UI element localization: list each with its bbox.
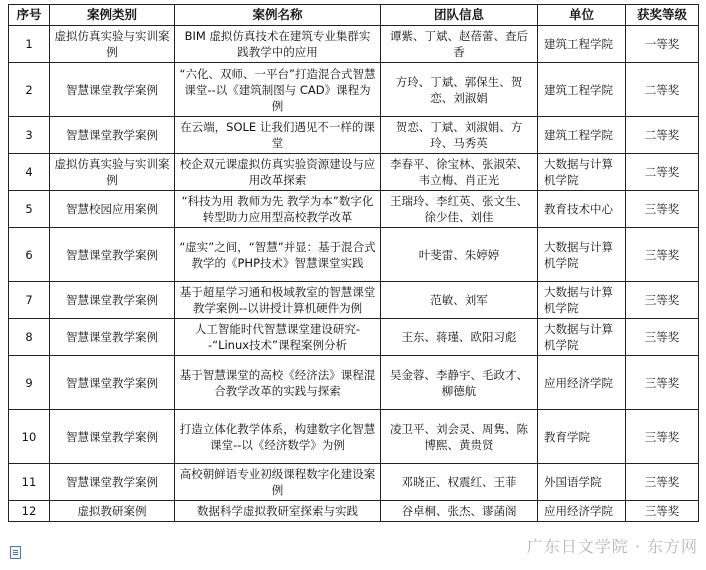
cell-category: 智慧课堂教学案例 (50, 117, 175, 154)
table-row (9, 282, 699, 319)
cell-unit: 外国语学院 (538, 464, 626, 501)
cell-index: 11 (9, 464, 50, 501)
cell-case-name: 在云端，SOLE 让我们遇见不一样的课堂 (175, 117, 381, 154)
table-row (9, 501, 699, 522)
cell-case-name: 高校朝鲜语专业初级课程数字化建设案例 (175, 464, 381, 501)
cell-team: 邓晓正、权震红、王菲 (381, 464, 538, 501)
cell-team: 叶斐雷、朱婷婷 (381, 228, 538, 282)
cell-award: 三等奖 (626, 410, 699, 464)
cell-index: 8 (9, 319, 50, 356)
cell-team: 李春平、徐宝林、张淑荣、韦立梅、肖正光 (381, 154, 538, 191)
cell-case-name: 打造立体化教学体系，构建数字化智慧课堂--以《经济数学》为例 (175, 410, 381, 464)
cell-award: 三等奖 (626, 191, 699, 228)
cell-category: 智慧校园应用案例 (50, 191, 175, 228)
table-row (9, 410, 699, 464)
table-row (9, 26, 699, 63)
cell-case-name: 人工智能时代智慧课堂建设研究--“Linux技术”课程案例分析 (175, 319, 381, 356)
cell-index: 5 (9, 191, 50, 228)
cell-award: 三等奖 (626, 356, 699, 410)
cell-unit: 应用经济学院 (538, 501, 626, 522)
cell-unit: 大数据与计算机学院 (538, 282, 626, 319)
cell-award: 三等奖 (626, 228, 699, 282)
table-row (9, 464, 699, 501)
cell-award: 三等奖 (626, 464, 699, 501)
document-icon (10, 546, 21, 559)
cell-award: 三等奖 (626, 282, 699, 319)
award-table (8, 4, 699, 522)
cell-category: 智慧课堂教学案例 (50, 228, 175, 282)
table-row (9, 319, 699, 356)
cell-unit: 教育学院 (538, 410, 626, 464)
cell-award: 二等奖 (626, 117, 699, 154)
cell-award: 一等奖 (626, 26, 699, 63)
table-row (9, 191, 699, 228)
cell-category: 虚拟仿真实验与实训案例 (50, 154, 175, 191)
cell-category: 虚拟仿真实验与实训案例 (50, 26, 175, 63)
cell-unit: 大数据与计算机学院 (538, 319, 626, 356)
cell-team: 凌卫平、刘会灵、周隽、陈博熙、黄贵贤 (381, 410, 538, 464)
cell-category: 智慧课堂教学案例 (50, 63, 175, 117)
cell-case-name: 基于智慧课堂的高校《经济法》课程混合教学改革的实践与探索 (175, 356, 381, 410)
cell-unit: 大数据与计算机学院 (538, 154, 626, 191)
table-row (9, 356, 699, 410)
cell-unit: 教育技术中心 (538, 191, 626, 228)
cell-category: 智慧课堂教学案例 (50, 356, 175, 410)
cell-team: 贺恋、丁斌、刘淑娟、方玲、马秀英 (381, 117, 538, 154)
cell-award: 三等奖 (626, 501, 699, 522)
cell-index: 7 (9, 282, 50, 319)
cell-index: 2 (9, 63, 50, 117)
cell-category: 智慧课堂教学案例 (50, 282, 175, 319)
cell-unit: 建筑工程学院 (538, 117, 626, 154)
table-row (9, 154, 699, 191)
header-category: 案例类别 (50, 5, 175, 26)
cell-index: 3 (9, 117, 50, 154)
cell-team: 王瑞玲、李红英、张文生、徐少佳、刘佳 (381, 191, 538, 228)
cell-unit: 建筑工程学院 (538, 26, 626, 63)
cell-team: 谭紫、丁斌、赵蓓蕾、查后香 (381, 26, 538, 63)
cell-index: 6 (9, 228, 50, 282)
cell-unit: 应用经济学院 (538, 356, 626, 410)
table-header-row (9, 5, 699, 26)
cell-index: 9 (9, 356, 50, 410)
cell-index: 1 (9, 26, 50, 63)
cell-unit: 大数据与计算机学院 (538, 228, 626, 282)
cell-team: 吴金蓉、李静宇、毛政才、柳德航 (381, 356, 538, 410)
cell-unit: 建筑工程学院 (538, 63, 626, 117)
cell-index: 4 (9, 154, 50, 191)
cell-category: 智慧课堂教学案例 (50, 464, 175, 501)
cell-team: 方玲、丁斌、郭保生、贺恋、刘淑娟 (381, 63, 538, 117)
cell-team: 范敏、刘军 (381, 282, 538, 319)
cell-case-name: “六化、双师、一平台”打造混合式智慧课堂--以《建筑制图与 CAD》课程为例 (175, 63, 381, 117)
cell-award: 二等奖 (626, 154, 699, 191)
cell-index: 12 (9, 501, 50, 522)
table-row (9, 63, 699, 117)
cell-index: 10 (9, 410, 50, 464)
cell-case-name: 校企双元课虚拟仿真实验资源建设与应用改革探索 (175, 154, 381, 191)
cell-case-name: “科技为用 教师为先 教学为本”数字化转型助力应用型高校教学改革 (175, 191, 381, 228)
cell-award: 二等奖 (626, 63, 699, 117)
cell-category: 虚拟教研案例 (50, 501, 175, 522)
table-row (9, 228, 699, 282)
cell-case-name: BIM 虚拟仿真技术在建筑专业集群实践教学中的应用 (175, 26, 381, 63)
watermark: 广东日文学院 · 东方网 (526, 537, 698, 556)
table-row (9, 117, 699, 154)
cell-case-name: 数据科学虚拟教研室探索与实践 (175, 501, 381, 522)
cell-award: 三等奖 (626, 319, 699, 356)
header-award: 获奖等级 (626, 5, 699, 26)
header-team: 团队信息 (381, 5, 538, 26)
cell-category: 智慧课堂教学案例 (50, 410, 175, 464)
header-index: 序号 (9, 5, 50, 26)
cell-team: 王东、蒋瑾、欧阳习彪 (381, 319, 538, 356)
cell-team: 谷卓桐、张杰、谬菡阁 (381, 501, 538, 522)
cell-category: 智慧课堂教学案例 (50, 319, 175, 356)
header-unit: 单位 (538, 5, 626, 26)
cell-case-name: “虚实”之间，“智慧”并显：基于混合式教学的《PHP技术》智慧课堂实践 (175, 228, 381, 282)
cell-case-name: 基于超星学习通和极域教室的智慧课堂教学案例--以讲授计算机硬件为例 (175, 282, 381, 319)
header-case-name: 案例名称 (175, 5, 381, 26)
